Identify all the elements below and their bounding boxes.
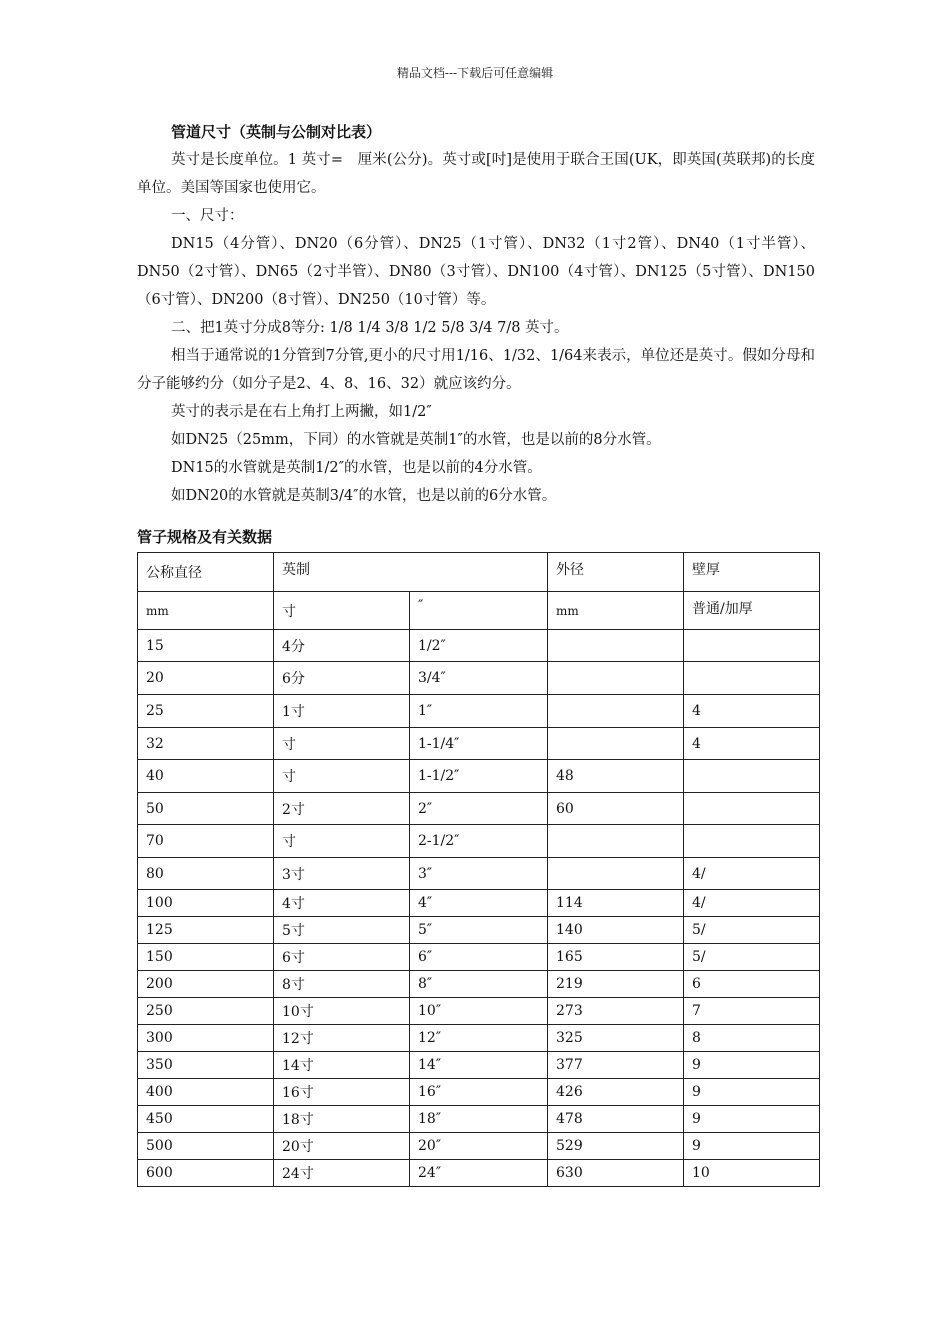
cell-inch: 10″ xyxy=(410,998,548,1025)
cell-cun: 20寸 xyxy=(274,1133,410,1160)
page-header: 精品文档---下载后可任意编辑 xyxy=(396,66,554,80)
cell-nominal-mm: 200 xyxy=(138,971,274,998)
cell-cun: 2寸 xyxy=(274,793,410,825)
paragraph: 如DN20的水管就是英制3/4″的水管，也是以前的6分水管。 xyxy=(171,488,557,504)
cell-nominal-mm: 32 xyxy=(138,728,274,760)
cell-inch: 3″ xyxy=(410,858,548,890)
table-row xyxy=(138,695,820,728)
document-body xyxy=(137,118,815,1187)
cell-od-mm xyxy=(548,662,684,695)
cell-cun: 24寸 xyxy=(274,1160,410,1187)
cell-nominal-mm: 100 xyxy=(138,890,274,917)
cell-cun: 14寸 xyxy=(274,1052,410,1079)
cell-nominal-mm: 40 xyxy=(138,760,274,793)
subheader-inch: ″ xyxy=(410,592,548,630)
subheader-mm: mm xyxy=(138,592,274,630)
pipe-spec-table xyxy=(137,552,820,1187)
cell-inch: 8″ xyxy=(410,971,548,998)
table-row xyxy=(138,971,820,998)
paragraph: 相当于通常说的1分管到7分管,更小的尺寸用1/16、1/32、1/64来表示，单位还是英寸。假如分母和分子能够约分（如分子是2、4、8、16、32）就应该约分。 xyxy=(137,348,815,392)
cell-od-mm: 114 xyxy=(548,890,684,917)
paragraph: DN15（4分管）、DN20（6分管）、DN25（1寸管）、DN32（1寸2管）、DN40（1寸半管）、DN50（2寸管）、DN65（2寸半管）、DN80（3寸管）、DN100（4寸管）、DN125（5寸管）、DN150（6寸管）、DN200（8寸管）、DN250（10寸管）等。 xyxy=(137,236,815,308)
cell-od-mm: 219 xyxy=(548,971,684,998)
cell-cun: 8寸 xyxy=(274,971,410,998)
table-row xyxy=(138,662,820,695)
cell-inch: 1/2″ xyxy=(410,630,548,662)
cell-nominal-mm: 70 xyxy=(138,825,274,858)
table-subheader-row xyxy=(138,592,820,630)
cell-wall xyxy=(684,662,820,695)
table-row xyxy=(138,944,820,971)
table-row xyxy=(138,1079,820,1106)
cell-inch: 4″ xyxy=(410,890,548,917)
cell-od-mm xyxy=(548,825,684,858)
cell-wall: 6 xyxy=(684,971,820,998)
cell-inch: 3/4″ xyxy=(410,662,548,695)
cell-inch: 24″ xyxy=(410,1160,548,1187)
cell-wall: 8 xyxy=(684,1025,820,1052)
cell-cun: 寸 xyxy=(274,760,410,793)
cell-nominal-mm: 15 xyxy=(138,630,274,662)
cell-od-mm: 140 xyxy=(548,917,684,944)
table-row xyxy=(138,1052,820,1079)
cell-od-mm: 377 xyxy=(548,1052,684,1079)
table-title: 管子规格及有关数据 xyxy=(137,528,273,546)
cell-od-mm xyxy=(548,728,684,760)
cell-nominal-mm: 250 xyxy=(138,998,274,1025)
cell-cun: 5寸 xyxy=(274,917,410,944)
cell-wall: 10 xyxy=(684,1160,820,1187)
cell-wall: 4/ xyxy=(684,858,820,890)
cell-nominal-mm: 600 xyxy=(138,1160,274,1187)
cell-nominal-mm: 25 xyxy=(138,695,274,728)
cell-wall xyxy=(684,793,820,825)
table-row xyxy=(138,1106,820,1133)
table-row xyxy=(138,917,820,944)
cell-od-mm: 426 xyxy=(548,1079,684,1106)
cell-inch: 5″ xyxy=(410,917,548,944)
cell-wall: 9 xyxy=(684,1133,820,1160)
cell-od-mm: 478 xyxy=(548,1106,684,1133)
cell-inch: 1-1/2″ xyxy=(410,760,548,793)
cell-cun: 18寸 xyxy=(274,1106,410,1133)
cell-od-mm xyxy=(548,630,684,662)
cell-nominal-mm: 450 xyxy=(138,1106,274,1133)
cell-nominal-mm: 350 xyxy=(138,1052,274,1079)
cell-cun: 寸 xyxy=(274,728,410,760)
cell-nominal-mm: 150 xyxy=(138,944,274,971)
cell-nominal-mm: 400 xyxy=(138,1079,274,1106)
paragraph: 二、把1英寸分成8等分: 1/8 1/4 3/8 1/2 5/8 3/4 7/8 英寸。 xyxy=(171,320,569,336)
cell-inch: 16″ xyxy=(410,1079,548,1106)
cell-wall xyxy=(684,630,820,662)
cell-inch: 20″ xyxy=(410,1133,548,1160)
subheader-od-mm: mm xyxy=(548,592,684,630)
header-nominal-diameter: 公称直径 xyxy=(138,553,274,592)
table-row xyxy=(138,825,820,858)
table-row xyxy=(138,630,820,662)
cell-nominal-mm: 125 xyxy=(138,917,274,944)
cell-nominal-mm: 80 xyxy=(138,858,274,890)
cell-wall xyxy=(684,825,820,858)
cell-nominal-mm: 500 xyxy=(138,1133,274,1160)
document-title: 管道尺寸（英制与公制对比表） xyxy=(171,123,382,141)
cell-inch: 2-1/2″ xyxy=(410,825,548,858)
table-row xyxy=(138,760,820,793)
subheader-wall-type: 普通/加厚 xyxy=(684,592,820,630)
cell-cun: 6分 xyxy=(274,662,410,695)
cell-cun: 6寸 xyxy=(274,944,410,971)
table-row xyxy=(138,793,820,825)
cell-wall: 9 xyxy=(684,1052,820,1079)
cell-cun: 3寸 xyxy=(274,858,410,890)
cell-wall: 5/ xyxy=(684,944,820,971)
table-row xyxy=(138,858,820,890)
cell-cun: 4寸 xyxy=(274,890,410,917)
cell-cun: 寸 xyxy=(274,825,410,858)
cell-od-mm: 165 xyxy=(548,944,684,971)
cell-od-mm xyxy=(548,858,684,890)
cell-inch: 1″ xyxy=(410,695,548,728)
cell-od-mm: 630 xyxy=(548,1160,684,1187)
header-imperial: 英制 xyxy=(274,553,548,592)
table-row xyxy=(138,998,820,1025)
table-row xyxy=(138,890,820,917)
cell-od-mm xyxy=(548,695,684,728)
table-row xyxy=(138,1025,820,1052)
table-row xyxy=(138,1133,820,1160)
cell-od-mm: 48 xyxy=(548,760,684,793)
cell-cun: 12寸 xyxy=(274,1025,410,1052)
table-header-row xyxy=(138,553,820,592)
cell-inch: 6″ xyxy=(410,944,548,971)
cell-od-mm: 529 xyxy=(548,1133,684,1160)
subheader-cun: 寸 xyxy=(274,592,410,630)
cell-nominal-mm: 50 xyxy=(138,793,274,825)
cell-od-mm: 325 xyxy=(548,1025,684,1052)
paragraph: 英寸的表示是在右上角打上两撇，如1/2″ xyxy=(171,404,432,420)
header-outer-diameter: 外径 xyxy=(548,553,684,592)
cell-nominal-mm: 20 xyxy=(138,662,274,695)
cell-cun: 1寸 xyxy=(274,695,410,728)
cell-wall: 9 xyxy=(684,1079,820,1106)
cell-inch: 2″ xyxy=(410,793,548,825)
cell-wall: 4/ xyxy=(684,890,820,917)
cell-wall: 5/ xyxy=(684,917,820,944)
cell-cun: 10寸 xyxy=(274,998,410,1025)
cell-nominal-mm: 300 xyxy=(138,1025,274,1052)
paragraph: DN15的水管就是英制1/2″的水管，也是以前的4分水管。 xyxy=(171,460,542,476)
header-wall-thickness: 壁厚 xyxy=(684,553,820,592)
cell-inch: 1-1/4″ xyxy=(410,728,548,760)
paragraph: 英寸是长度单位。1 英寸= 厘米(公分)。英寸或[吋]是使用于联合王国(UK，即英国(英联邦)的长度单位。美国等国家也使用它。 xyxy=(137,152,815,196)
table-row xyxy=(138,728,820,760)
cell-wall: 7 xyxy=(684,998,820,1025)
cell-wall: 9 xyxy=(684,1106,820,1133)
table-row xyxy=(138,1160,820,1187)
cell-cun: 4分 xyxy=(274,630,410,662)
cell-inch: 12″ xyxy=(410,1025,548,1052)
cell-od-mm: 60 xyxy=(548,793,684,825)
paragraph: 如DN25（25mm，下同）的水管就是英制1″的水管，也是以前的8分水管。 xyxy=(171,432,661,448)
cell-wall: 4 xyxy=(684,728,820,760)
cell-wall: 4 xyxy=(684,695,820,728)
cell-od-mm: 273 xyxy=(548,998,684,1025)
paragraph: 一、尺寸： xyxy=(171,208,244,224)
cell-inch: 14″ xyxy=(410,1052,548,1079)
cell-cun: 16寸 xyxy=(274,1079,410,1106)
cell-wall xyxy=(684,760,820,793)
cell-inch: 18″ xyxy=(410,1106,548,1133)
